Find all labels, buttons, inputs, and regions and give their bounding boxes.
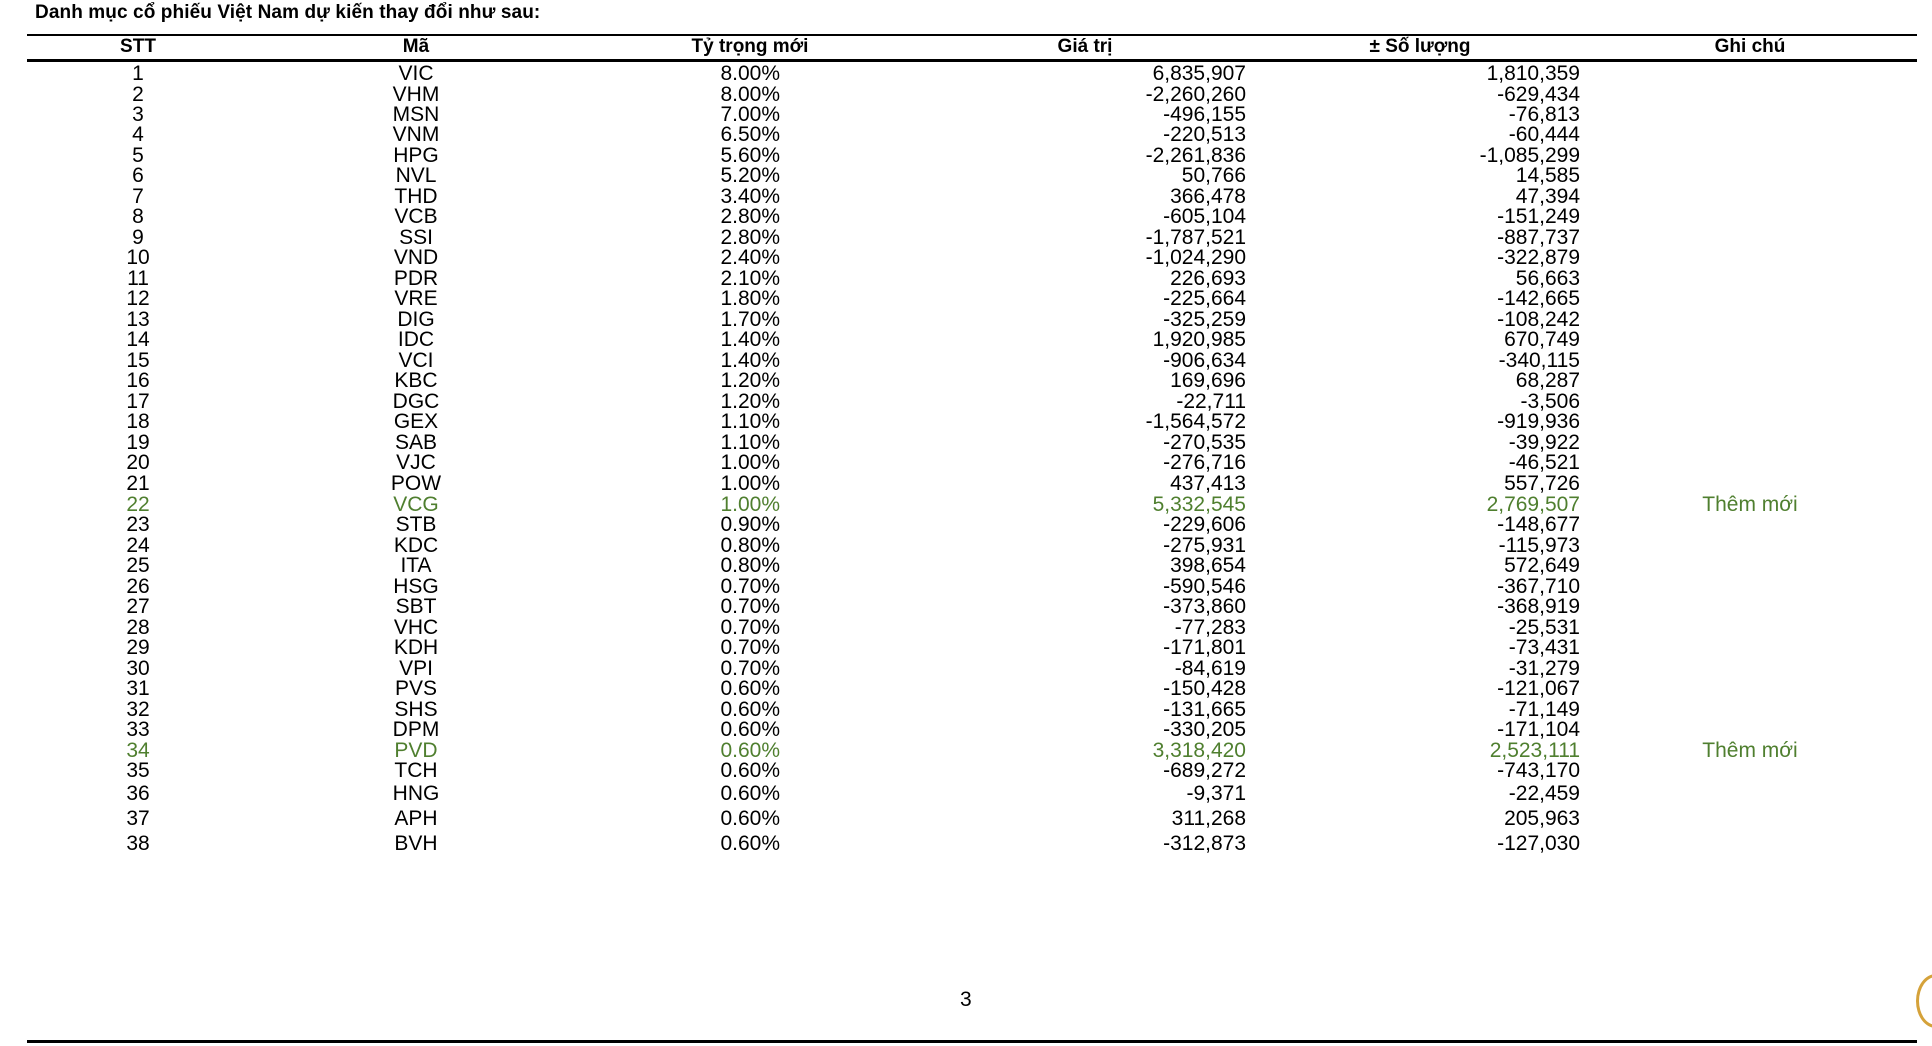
cell-stt: 14 [126, 328, 150, 351]
cell-stt: 13 [126, 308, 150, 331]
cell-gia-tri: -84,619 [1174, 657, 1246, 680]
header-ty-trong: Tỷ trọng mới [691, 36, 809, 57]
cell-ty-trong: 0.60% [720, 718, 780, 741]
cell-gia-tri: -2,261,836 [1145, 144, 1246, 167]
cell-ma: PDR [393, 267, 439, 290]
cell-so-luong: -367,710 [1497, 575, 1580, 598]
cell-ma: GEX [393, 410, 439, 433]
cell-ma: HPG [393, 144, 439, 167]
cell-gia-tri: 366,478 [1170, 185, 1246, 208]
cell-ty-trong: 0.60% [720, 759, 780, 782]
cell-ma: SHS [394, 698, 438, 721]
cell-gia-tri: -9,371 [1186, 782, 1246, 805]
cell-gia-tri: 3,318,420 [1152, 739, 1246, 762]
cell-stt: 33 [126, 718, 150, 741]
cell-so-luong: -76,813 [1508, 103, 1580, 126]
cell-ty-trong: 0.90% [720, 513, 780, 536]
cell-ma: VJC [396, 451, 436, 474]
cell-ty-trong: 1.20% [720, 390, 780, 413]
cell-gia-tri: -229,606 [1163, 513, 1246, 536]
cell-ma: VIC [398, 62, 434, 85]
cell-stt: 5 [132, 144, 144, 167]
header-stt: STT [120, 36, 156, 57]
cell-ma: STB [395, 513, 437, 536]
cell-gia-tri: -171,801 [1163, 636, 1246, 659]
header-so-luong: ± Số lượng [1369, 36, 1471, 57]
cell-stt: 18 [126, 410, 150, 433]
cell-so-luong: 1,810,359 [1486, 62, 1580, 85]
cell-ty-trong: 2.80% [720, 205, 780, 228]
cell-ma: KDC [393, 534, 439, 557]
cell-so-luong: -1,085,299 [1479, 144, 1580, 167]
cell-so-luong: -108,242 [1497, 308, 1580, 331]
cell-stt: 23 [126, 513, 150, 536]
cell-so-luong: -39,922 [1508, 431, 1580, 454]
cell-gia-tri: -1,024,290 [1145, 246, 1246, 269]
cell-gia-tri: -906,634 [1163, 349, 1246, 372]
cell-ty-trong: 3.40% [720, 185, 780, 208]
cell-stt: 24 [126, 534, 150, 557]
cell-ty-trong: 6.50% [720, 123, 780, 146]
cell-ma: HSG [393, 575, 439, 598]
cell-ma: VCI [398, 349, 434, 372]
table-top-rule [27, 34, 1917, 36]
header-ma: Mã [402, 36, 430, 57]
cell-gia-tri: -22,711 [1176, 390, 1246, 413]
cell-gia-tri: -2,260,260 [1145, 83, 1246, 106]
cell-stt: 12 [126, 287, 150, 310]
cell-stt: 35 [126, 759, 150, 782]
header-gia-tri: Giá trị [1057, 36, 1113, 57]
cell-gia-tri: 50,766 [1181, 164, 1246, 187]
cell-ma: KDH [393, 636, 439, 659]
cell-so-luong: -60,444 [1508, 123, 1580, 146]
cell-stt: 17 [126, 390, 150, 413]
cell-stt: 20 [126, 451, 150, 474]
cell-ma: IDC [397, 328, 435, 351]
cell-so-luong: -629,434 [1497, 83, 1580, 106]
cell-stt: 31 [126, 677, 150, 700]
cell-ma: TCH [394, 759, 438, 782]
cell-ma: SSI [399, 226, 433, 249]
cell-ma: APH [394, 807, 438, 830]
cell-so-luong: 14,585 [1515, 164, 1580, 187]
cell-stt: 10 [126, 246, 150, 269]
cell-ty-trong: 1.20% [720, 369, 780, 392]
cell-gia-tri: 5,332,545 [1152, 493, 1246, 516]
cell-ty-trong: 7.00% [720, 103, 780, 126]
cell-ma: THD [394, 185, 438, 208]
cell-ma: HNG [392, 782, 440, 805]
cell-ma: DIG [397, 308, 435, 331]
cell-so-luong: 2,769,507 [1486, 493, 1580, 516]
cell-so-luong: -22,459 [1508, 782, 1580, 805]
cell-ty-trong: 1.40% [720, 349, 780, 372]
cell-ty-trong: 8.00% [720, 62, 780, 85]
cell-ty-trong: 5.20% [720, 164, 780, 187]
cell-gia-tri: -689,272 [1163, 759, 1246, 782]
cell-ty-trong: 0.70% [720, 636, 780, 659]
cell-so-luong: -25,531 [1508, 616, 1580, 639]
cell-gia-tri: -220,513 [1163, 123, 1246, 146]
cell-stt: 2 [132, 83, 144, 106]
cell-ma: SAB [394, 431, 438, 454]
cell-so-luong: 572,649 [1504, 554, 1580, 577]
cell-so-luong: -121,067 [1497, 677, 1580, 700]
cell-stt: 1 [132, 62, 144, 85]
cell-ghi-chu: Thêm mới [1702, 493, 1798, 516]
cell-ma: ITA [400, 554, 432, 577]
cell-stt: 7 [132, 185, 144, 208]
cell-ty-trong: 0.70% [720, 595, 780, 618]
cell-stt: 25 [126, 554, 150, 577]
cell-gia-tri: -275,931 [1163, 534, 1246, 557]
cell-ma: MSN [392, 103, 440, 126]
cell-ma: VND [393, 246, 439, 269]
cell-stt: 21 [126, 472, 150, 495]
cell-ma: KBC [394, 369, 438, 392]
cell-so-luong: -919,936 [1497, 410, 1580, 433]
cell-ty-trong: 1.10% [720, 410, 780, 433]
table-row [0, 806, 1932, 831]
cell-stt: 6 [132, 164, 144, 187]
cell-so-luong: -115,973 [1498, 534, 1580, 557]
cell-gia-tri: -1,564,572 [1145, 410, 1246, 433]
cell-stt: 36 [126, 782, 150, 805]
page-title: Danh mục cổ phiếu Việt Nam dự kiến thay đổi như sau: [35, 2, 541, 23]
cell-so-luong: -368,919 [1497, 595, 1580, 618]
cell-stt: 9 [132, 226, 144, 249]
cell-stt: 19 [126, 431, 150, 454]
cell-gia-tri: -312,873 [1163, 832, 1246, 855]
cell-ty-trong: 0.70% [720, 657, 780, 680]
cell-so-luong: -31,279 [1508, 657, 1580, 680]
page-number: 3 [960, 988, 972, 1011]
cell-ty-trong: 2.40% [720, 246, 780, 269]
cell-stt: 3 [132, 103, 144, 126]
cell-stt: 22 [126, 493, 150, 516]
cell-gia-tri: 437,413 [1170, 472, 1246, 495]
cell-ty-trong: 2.80% [720, 226, 780, 249]
cell-so-luong: -322,879 [1497, 246, 1580, 269]
cell-stt: 27 [126, 595, 150, 618]
cell-so-luong: -71,149 [1508, 698, 1580, 721]
cell-ma: PVD [394, 739, 438, 762]
cell-gia-tri: -276,716 [1163, 451, 1246, 474]
cell-gia-tri: -270,535 [1163, 431, 1246, 454]
cell-gia-tri: -373,860 [1163, 595, 1246, 618]
cell-ma: VRE [394, 287, 438, 310]
cell-ty-trong: 8.00% [720, 83, 780, 106]
cell-ma: SBT [395, 595, 437, 618]
cell-ma: VHC [393, 616, 439, 639]
cell-ty-trong: 0.60% [720, 739, 780, 762]
cell-ma: VPI [399, 657, 433, 680]
cell-ty-trong: 1.00% [720, 472, 780, 495]
cell-ty-trong: 0.70% [720, 575, 780, 598]
cell-ma: VNM [392, 123, 440, 146]
cell-ty-trong: 0.60% [720, 698, 780, 721]
table-row [0, 831, 1932, 856]
cell-gia-tri: -330,205 [1163, 718, 1246, 741]
cell-so-luong: -171,104 [1497, 718, 1580, 741]
cell-ghi-chu: Thêm mới [1702, 739, 1798, 762]
cell-ma: VHM [392, 83, 440, 106]
cell-so-luong: 68,287 [1515, 369, 1580, 392]
cell-so-luong: -3,506 [1520, 390, 1580, 413]
cell-so-luong: -151,249 [1497, 205, 1580, 228]
cell-stt: 28 [126, 616, 150, 639]
cell-so-luong: 557,726 [1504, 472, 1580, 495]
cell-so-luong: -73,431 [1508, 636, 1580, 659]
cell-ma: DPM [392, 718, 440, 741]
table-row [0, 758, 1932, 783]
cell-so-luong: -340,115 [1498, 349, 1580, 372]
table-bottom-rule [27, 1040, 1917, 1043]
cell-stt: 16 [126, 369, 150, 392]
cell-so-luong: 2,523,111 [1489, 739, 1580, 762]
cell-stt: 37 [126, 807, 150, 830]
cell-ma: DGC [392, 390, 440, 413]
cell-ma: PVS [394, 677, 438, 700]
cell-stt: 29 [126, 636, 150, 659]
cell-so-luong: -743,170 [1497, 759, 1580, 782]
cell-gia-tri: 226,693 [1170, 267, 1246, 290]
cell-gia-tri: 398,654 [1170, 554, 1246, 577]
cell-ty-trong: 0.70% [720, 616, 780, 639]
cell-gia-tri: -1,787,521 [1145, 226, 1246, 249]
cell-stt: 26 [126, 575, 150, 598]
cell-ty-trong: 1.80% [720, 287, 780, 310]
cell-ma: BVH [394, 832, 438, 855]
cell-ty-trong: 1.00% [720, 493, 780, 516]
cell-gia-tri: -325,259 [1163, 308, 1246, 331]
cell-stt: 8 [132, 205, 144, 228]
cell-ty-trong: 1.70% [720, 308, 780, 331]
cell-stt: 30 [126, 657, 150, 680]
cell-so-luong: -148,677 [1497, 513, 1580, 536]
cell-ty-trong: 1.40% [720, 328, 780, 351]
cell-stt: 4 [132, 123, 144, 146]
cell-ma: POW [390, 472, 442, 495]
cell-gia-tri: -150,428 [1163, 677, 1246, 700]
cell-so-luong: 56,663 [1515, 267, 1580, 290]
cell-stt: 34 [126, 739, 150, 762]
cell-ty-trong: 0.80% [720, 554, 780, 577]
cell-so-luong: 47,394 [1515, 185, 1580, 208]
cell-stt: 11 [127, 267, 149, 290]
cell-so-luong: 205,963 [1504, 807, 1580, 830]
cell-gia-tri: 311,268 [1171, 807, 1246, 830]
cell-ty-trong: 0.60% [720, 832, 780, 855]
cell-ty-trong: 1.00% [720, 451, 780, 474]
cell-ty-trong: 2.10% [720, 267, 780, 290]
table-row [0, 781, 1932, 806]
logo-icon [1916, 974, 1932, 1028]
cell-gia-tri: -496,155 [1163, 103, 1246, 126]
cell-stt: 32 [126, 698, 150, 721]
cell-gia-tri: -131,665 [1163, 698, 1246, 721]
cell-ty-trong: 5.60% [720, 144, 780, 167]
header-ghi-chu: Ghi chú [1714, 36, 1786, 57]
cell-stt: 15 [126, 349, 150, 372]
cell-so-luong: -142,665 [1497, 287, 1580, 310]
cell-gia-tri: -605,104 [1163, 205, 1246, 228]
cell-so-luong: -887,737 [1497, 226, 1580, 249]
cell-ma: NVL [395, 164, 437, 187]
cell-ty-trong: 0.60% [720, 677, 780, 700]
cell-stt: 38 [126, 832, 150, 855]
cell-ty-trong: 0.60% [720, 807, 780, 830]
cell-ty-trong: 0.60% [720, 782, 780, 805]
cell-ty-trong: 0.80% [720, 534, 780, 557]
cell-gia-tri: 6,835,907 [1152, 62, 1246, 85]
cell-so-luong: -127,030 [1497, 832, 1580, 855]
cell-ma: VCG [393, 493, 439, 516]
cell-so-luong: -46,521 [1508, 451, 1580, 474]
cell-so-luong: 670,749 [1504, 328, 1580, 351]
cell-ty-trong: 1.10% [720, 431, 780, 454]
cell-gia-tri: -77,283 [1174, 616, 1246, 639]
cell-gia-tri: -590,546 [1163, 575, 1246, 598]
cell-ma: VCB [394, 205, 438, 228]
cell-gia-tri: -225,664 [1163, 287, 1246, 310]
cell-gia-tri: 1,920,985 [1152, 328, 1246, 351]
cell-gia-tri: 169,696 [1170, 369, 1246, 392]
